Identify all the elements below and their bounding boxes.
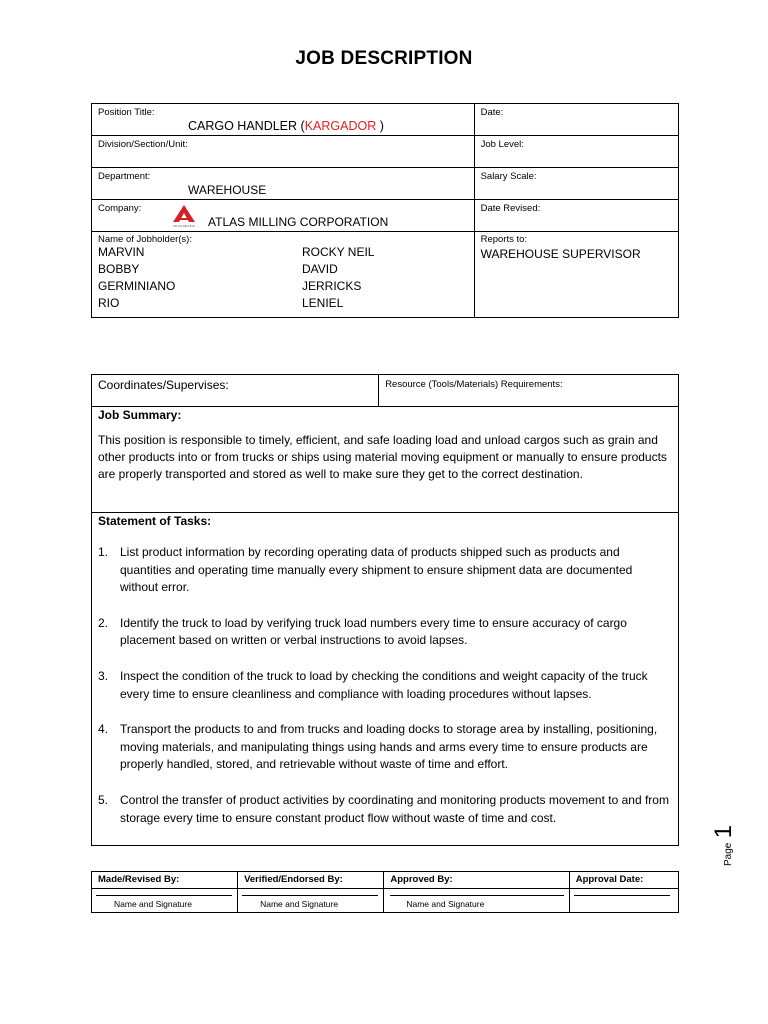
signature-line: [96, 895, 232, 896]
task-text: Control the transfer of product activities by coordinating and monitoring products movement to and from storage every time to ensure constant product flow without waste of time and cost.: [120, 792, 669, 825]
division-cell: [92, 136, 475, 168]
task-number: 1.: [98, 545, 109, 559]
page-label: Page: [723, 842, 734, 866]
page-number-mark: [700, 820, 740, 880]
position-title-value: CARGO HANDLER (KARGADOR ): [188, 119, 384, 133]
position-title-alt: KARGADOR: [304, 119, 377, 133]
task-text: Transport the products to and from trucks and loading docks to storage area by installing, positioning, moving materials, and manipulating things using hands and arms every time to ensure products are properly handled, stored, and retrievable without waste of time and effort.: [120, 722, 658, 772]
department-label: Department:: [98, 171, 151, 182]
reports-to-value: WAREHOUSE SUPERVISOR: [480, 247, 641, 261]
department-cell: [92, 168, 475, 200]
company-logo: [171, 204, 197, 228]
date-label: Date:: [480, 107, 504, 118]
task-item: [98, 721, 670, 774]
date-revised-label: Date Revised:: [480, 203, 541, 214]
reports-to-label: Reports to:: [480, 234, 528, 245]
task-text: Inspect the condition of the truck to load by checking the conditions and weight capacity of the truck every time to ensure cleanliness and compliance with loading procedures without lapses.: [120, 668, 648, 701]
resources-label: Resource (Tools/Materials) Requirements:: [385, 379, 563, 390]
job-details-table: [91, 374, 679, 846]
task-number: 5.: [98, 792, 109, 807]
approved-by-signature: [384, 889, 569, 913]
salary-scale-label: Salary Scale:: [480, 171, 537, 182]
signature-line: [242, 895, 378, 896]
coordinates-cell: [92, 375, 379, 407]
position-title-cell: [92, 104, 475, 136]
division-label: Division/Section/Unit:: [98, 139, 188, 150]
task-item: [98, 792, 670, 827]
approval-date-header: Approval Date:: [569, 872, 678, 889]
jobholder-name: MARVIN: [98, 245, 145, 259]
document-title: JOB DESCRIPTION: [295, 48, 473, 69]
job-summary-cell: [92, 407, 679, 513]
signature-table: [91, 871, 679, 913]
task-text: List product information by recording operating data of products shipped such as products and quantities and operating time manually every shipment to ensure shipment data are documented without error.: [120, 545, 633, 595]
jobholders-column-2: [302, 244, 374, 312]
task-item: [98, 615, 670, 650]
signature-line: [390, 895, 564, 896]
task-item: [98, 668, 670, 703]
coordinates-label: Coordinates/Supervises:: [98, 378, 229, 392]
job-summary-text: This position is responsible to timely, efficient, and safe loading load and unload cargos such as grain and other products into or from trucks or ships using material moving equipment or manually to ensure products are properly transported and stored as well to make sure they get to the correct destination.: [98, 433, 667, 482]
jobholders-cell: [92, 232, 475, 318]
verified-by-signature: [238, 889, 384, 913]
jobholders-column-1: [98, 244, 175, 312]
made-by-signature: [92, 889, 238, 913]
company-label: Company:: [98, 203, 142, 214]
atlas-logo-icon: [171, 204, 197, 228]
task-text: Identify the truck to load by verifying truck load numbers every time to ensure accuracy of cargo placement based on written or verbal instructions to avoid lapses.: [120, 615, 627, 648]
jobholder-name: DAVID: [302, 262, 338, 276]
date-cell: [474, 104, 678, 136]
resources-cell: [379, 375, 679, 407]
task-number: 4.: [98, 722, 109, 737]
position-info-table: [91, 103, 679, 318]
jobholder-name: GERMINIANO: [98, 279, 176, 293]
jobholder-name: JERRICKS: [302, 279, 362, 293]
page-number: 1: [710, 824, 737, 839]
approval-date-signature: [569, 889, 678, 913]
date-revised-cell: [474, 200, 678, 232]
verified-by-header: Verified/Endorsed By:: [238, 872, 384, 889]
salary-scale-cell: [474, 168, 678, 200]
reports-to-cell: [474, 232, 678, 318]
signature-line: [574, 895, 670, 896]
tasks-heading: Statement of Tasks:: [98, 514, 212, 528]
company-value: ATLAS MILLING CORPORATION: [208, 215, 389, 229]
tasks-cell: [92, 513, 679, 846]
job-level-cell: [474, 136, 678, 168]
job-summary-heading: Job Summary:: [98, 408, 182, 422]
task-item: [98, 544, 670, 597]
signature-caption: Name and Signature: [114, 899, 192, 909]
job-level-label: Job Level:: [480, 139, 524, 150]
task-number: 3.: [98, 668, 109, 683]
jobholders-label: Name of Jobholder(s):: [98, 234, 192, 245]
department-value: WAREHOUSE: [188, 183, 267, 197]
svg-text:ATLAS MILLING: ATLAS MILLING: [172, 224, 196, 228]
signature-caption: Name and Signature: [260, 899, 339, 909]
task-number: 2.: [98, 615, 109, 630]
company-cell: [92, 200, 475, 232]
jobholder-name: LENIEL: [302, 296, 344, 310]
tasks-list: [98, 544, 670, 827]
jobholder-name: RIO: [98, 296, 120, 310]
signature-caption: Name and Signature: [406, 899, 485, 909]
jobholder-name: BOBBY: [98, 262, 140, 276]
position-title-label: Position Title:: [98, 107, 155, 118]
approved-by-header: Approved By:: [384, 872, 569, 889]
jobholder-name: ROCKY NEIL: [302, 245, 375, 259]
made-by-header: Made/Revised By:: [92, 872, 238, 889]
